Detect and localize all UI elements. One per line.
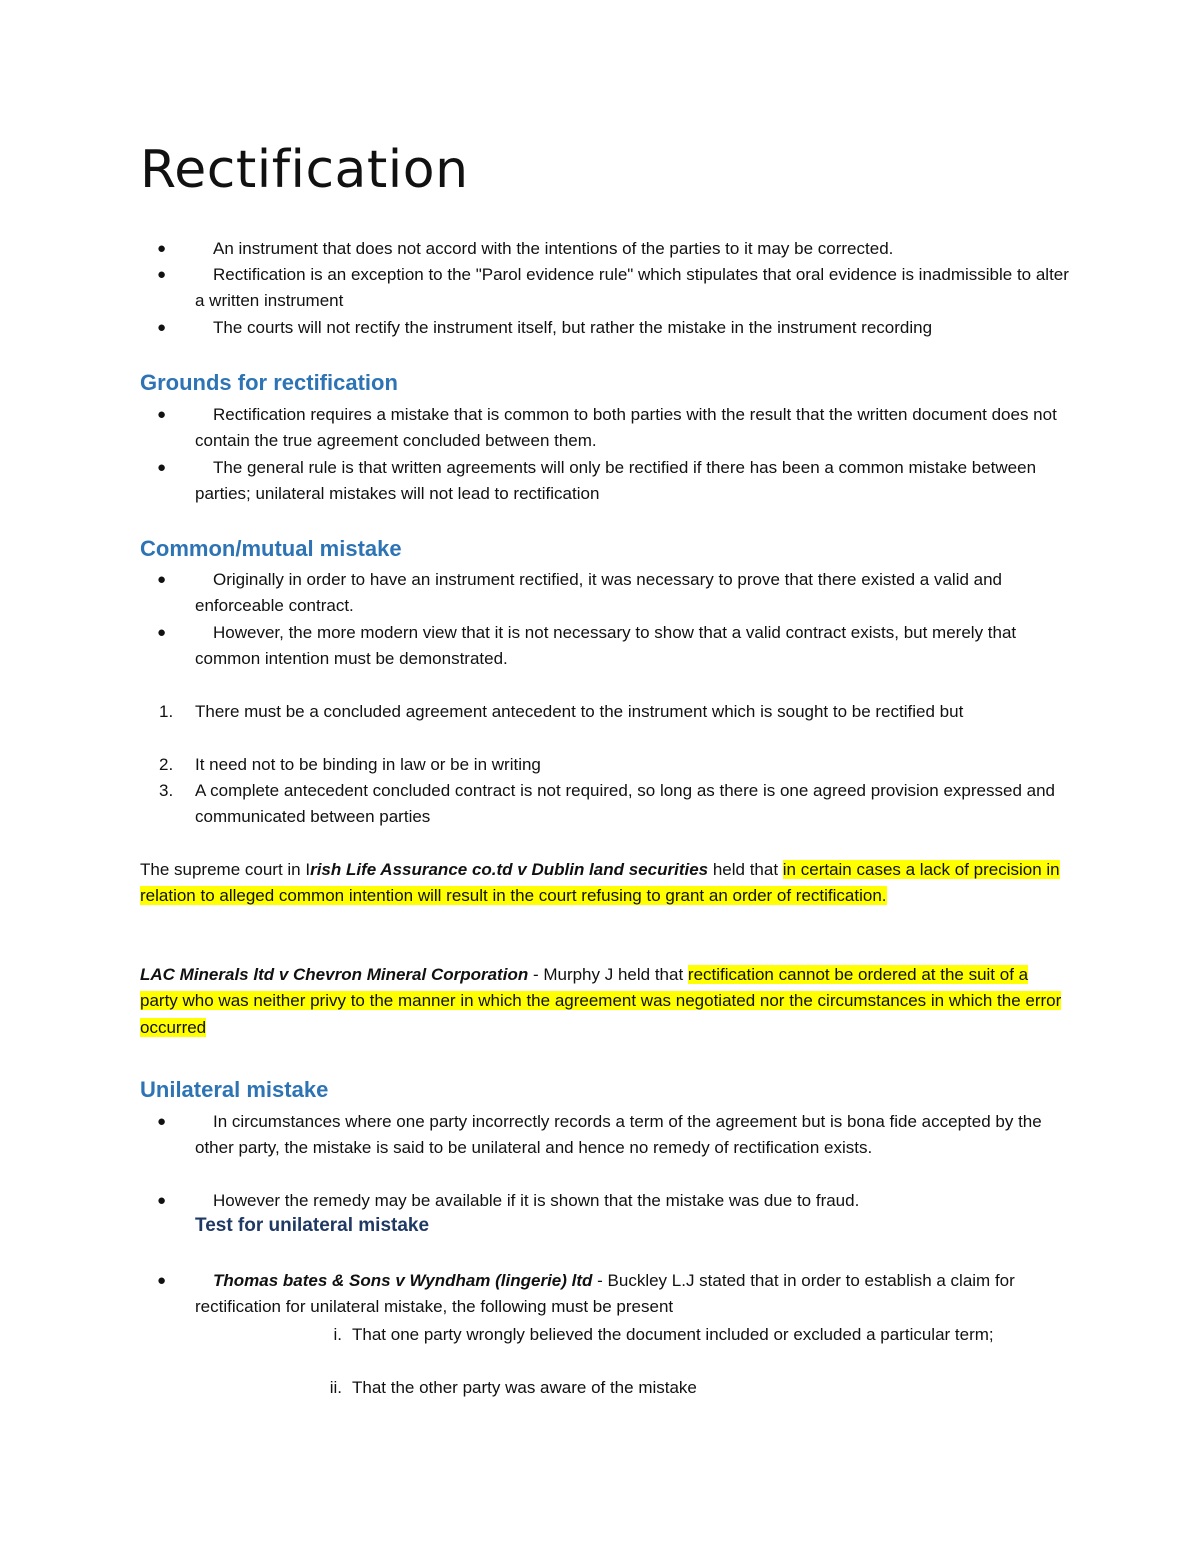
unilateral-mistake-heading: Unilateral mistake (140, 1077, 329, 1102)
case-name: LAC Minerals ltd v Chevron Mineral Corporation (140, 965, 529, 984)
page-title: Rectification (140, 140, 469, 200)
list-item: ● However the remedy may be available if it is shown that the mistake was due to fraud. (195, 1188, 1075, 1214)
case-paragraph: The supreme court in Irish Life Assurance co.td v Dublin land securities held that in certain cases a lack of precision in relation to alleged common intention will result in the court refusing to grant an order of rectification. (140, 860, 1060, 906)
bullet-icon: ● (157, 624, 167, 641)
grounds-heading: Grounds for rectification (140, 370, 398, 395)
list-item: ● Rectification is an exception to the "Parol evidence rule" which stipulates that oral evidence is inadmissible to alter a written instrument (195, 262, 1075, 315)
bullet-icon: ● (157, 240, 167, 257)
bullet-icon: ● (157, 571, 167, 588)
numbered-item: 3. A complete antecedent concluded contract is not required, so long as there is one agreed provision expressed and communicated between parties (159, 781, 1055, 827)
case-name: Thomas bates & Sons v Wyndham (lingerie) ltd (213, 1271, 593, 1290)
numbered-item: 2. It need not to be binding in law or be in writing (159, 755, 541, 774)
list-item: ● Thomas bates & Sons v Wyndham (lingerie) ltd - Buckley L.J stated that in order to establish a claim for rectification for unilateral mistake, the following must be present (195, 1268, 1075, 1321)
roman-item: i. That one party wrongly believed the document included or excluded a particular term; (333, 1325, 994, 1344)
bullet-icon: ● (157, 1113, 167, 1130)
bullet-icon: ● (157, 319, 167, 336)
list-item: ● The general rule is that written agreements will only be rectified if there has been a common mistake between parties; unilateral mistakes will not lead to rectification (195, 455, 1075, 508)
test-heading: Test for unilateral mistake (195, 1215, 430, 1236)
list-item: ● Originally in order to have an instrument rectified, it was necessary to prove that there existed a valid and enforceable contract. (195, 567, 1075, 620)
bullet-icon: ● (157, 1272, 167, 1289)
highlighted-text: in certain cases a lack of precision in relation to alleged common intention will result in the court refusing to grant an order of rectification. (140, 860, 1060, 906)
bullet-icon: ● (157, 406, 167, 423)
case-name: rish Life Assurance co.td v Dublin land securities (310, 860, 709, 879)
list-item: ● However, the more modern view that it is not necessary to show that a valid contract exists, but merely that common intention must be demonstrated. (195, 620, 1075, 673)
list-item: ● In circumstances where one party incorrectly records a term of the agreement but is bona fide accepted by the other party, the mistake is said to be unilateral and hence no remedy of rectification exists. (195, 1109, 1075, 1162)
list-item: ● Rectification requires a mistake that is common to both parties with the result that the written document does not contain the true agreement concluded between them. (195, 402, 1075, 455)
common-mistake-heading: Common/mutual mistake (140, 536, 402, 561)
numbered-item: 1. There must be a concluded agreement antecedent to the instrument which is sought to be rectified but (159, 702, 964, 721)
bullet-icon: ● (157, 266, 167, 283)
case-paragraph: LAC Minerals ltd v Chevron Mineral Corporation - Murphy J held that rectification cannot be ordered at the suit of a party who was neither privy to the manner in which the agreement was negotiated nor the circumstances in which the error occurred (140, 965, 1062, 1037)
list-item: ● The courts will not rectify the instrument itself, but rather the mistake in the instrument recording (195, 315, 1075, 341)
list-item: ● An instrument that does not accord with the intentions of the parties to it may be corrected. (195, 236, 1075, 262)
highlighted-text: rectification cannot be ordered at the suit of a party who was neither privy to the manner in which the agreement was negotiated nor the circumstances in which the error occurred (140, 965, 1062, 1037)
bullet-icon: ● (157, 1192, 167, 1209)
bullet-icon: ● (157, 459, 167, 476)
roman-item: ii. That the other party was aware of the mistake (329, 1378, 697, 1397)
